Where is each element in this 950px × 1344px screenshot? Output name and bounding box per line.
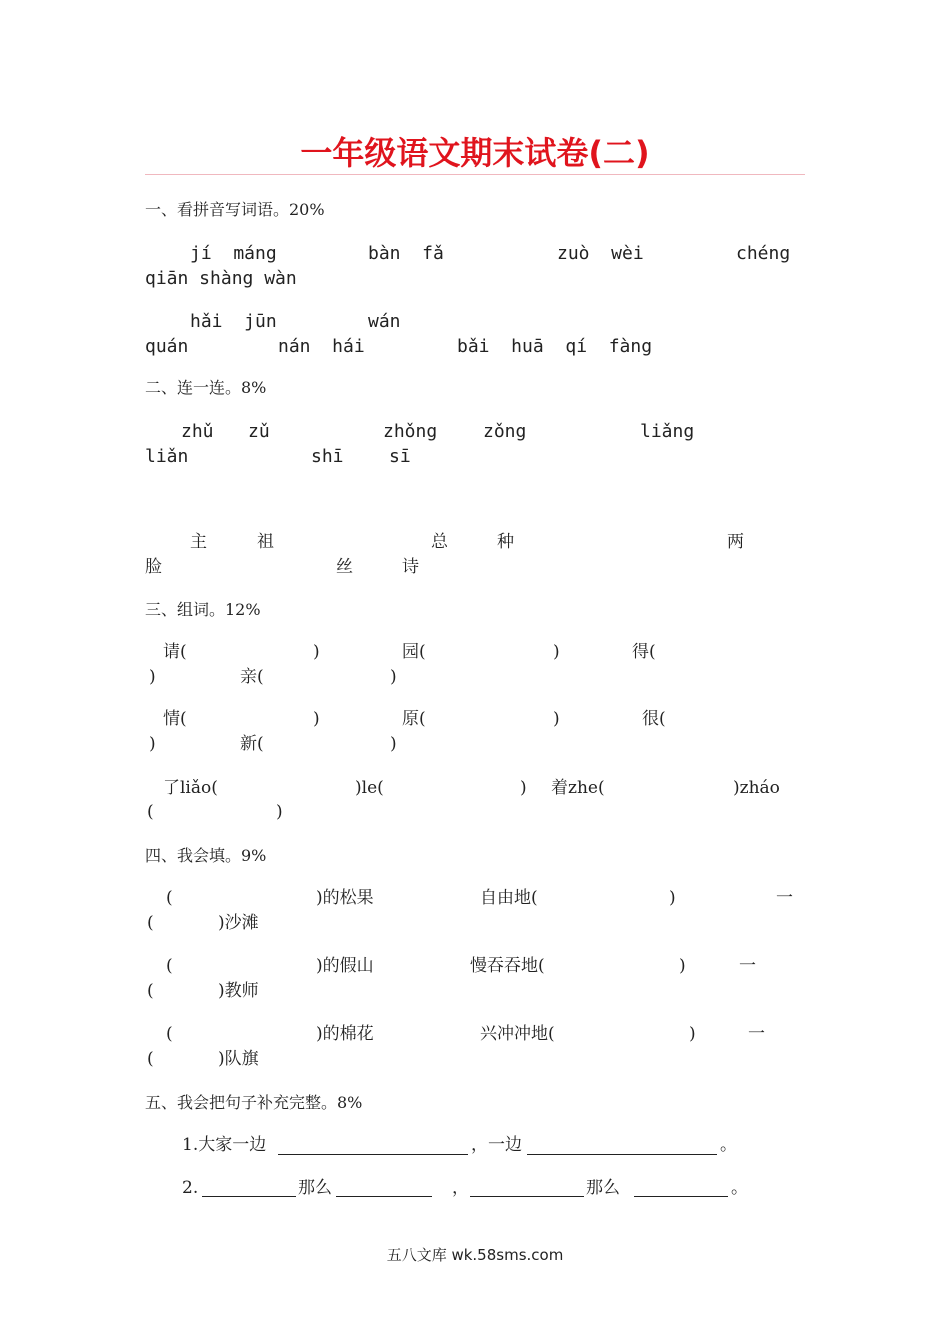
fill-phrase: 一 (739, 956, 756, 976)
fill-phrase: )的假山 (316, 956, 374, 976)
character-item: 两 (727, 532, 744, 552)
word-blank[interactable]: 园( (402, 642, 426, 662)
section1-heading: 一、看拼音写词语。20% (145, 200, 325, 219)
pinyin-item: quán (145, 336, 189, 357)
word-blank[interactable]: )zháo (733, 778, 780, 798)
sentence-text: 。 (731, 1178, 748, 1198)
sentence-text: 。 (720, 1135, 737, 1155)
character-item: 主 (190, 532, 207, 552)
sentence-text: ，一边 (471, 1135, 522, 1155)
sentence-blank[interactable] (336, 1196, 432, 1197)
word-blank[interactable]: 很( (642, 709, 666, 729)
sentence-blank[interactable] (202, 1196, 296, 1197)
pinyin-item: zǔ (248, 421, 270, 442)
sentence-text: 那么 (298, 1178, 332, 1198)
pinyin-item: zǒng (483, 421, 527, 442)
fill-phrase: 一 (748, 1024, 765, 1044)
fill-blank[interactable]: 兴冲冲地( (480, 1024, 555, 1044)
footer-watermark: 五八文库 wk.58sms.com (386, 1246, 564, 1264)
paren-close: ) (520, 778, 527, 798)
pinyin-item: zhǒng (383, 421, 438, 442)
paren-close: ) (553, 709, 560, 729)
pinyin-item: chéng (736, 243, 791, 264)
character-item: 丝 (336, 557, 353, 577)
word-blank[interactable]: 请( (163, 642, 187, 662)
character-item: 祖 (257, 532, 274, 552)
title-divider (145, 174, 805, 175)
fill-blank[interactable]: ( (147, 981, 154, 1001)
paren-close: ) (149, 734, 156, 754)
sentence-blank[interactable] (527, 1154, 717, 1155)
pinyin-item: zhǔ (181, 421, 214, 442)
pinyin-item: nán hái (278, 336, 365, 357)
section5-heading: 五、我会把句子补充完整。8% (145, 1093, 363, 1112)
pinyin-item: liǎn (145, 446, 189, 467)
character-item: 总 (431, 532, 448, 552)
paren-close: ) (313, 709, 320, 729)
paren-close: ) (689, 1024, 696, 1044)
sentence-blank[interactable] (470, 1196, 584, 1197)
fill-phrase: )队旗 (218, 1049, 259, 1069)
sentence-text: 那么 (586, 1178, 620, 1198)
sentence-text: 1.大家一边 (182, 1135, 267, 1155)
character-item: 脸 (145, 557, 162, 577)
pinyin-item: bǎi huā qí fàng (457, 336, 653, 357)
paren-close: ) (149, 667, 156, 687)
word-blank[interactable]: 原( (402, 709, 426, 729)
sentence-blank[interactable] (278, 1154, 468, 1155)
fill-phrase: 一 (776, 888, 793, 908)
pinyin-item: liǎng (640, 421, 695, 442)
sentence-blank[interactable] (634, 1196, 728, 1197)
character-item: 种 (497, 532, 514, 552)
sentence-text: 2. (182, 1178, 199, 1198)
fill-blank[interactable]: ( (147, 1049, 154, 1069)
paren-close: ) (669, 888, 676, 908)
fill-phrase: )沙滩 (218, 913, 259, 933)
sentence-text: ， (452, 1178, 469, 1198)
fill-phrase: )的棉花 (316, 1024, 374, 1044)
section2-heading: 二、连一连。8% (145, 378, 267, 397)
pinyin-item: sī (389, 446, 411, 467)
fill-phrase: )的松果 (316, 888, 374, 908)
section4-heading: 四、我会填。9% (145, 846, 267, 865)
paren-close: ) (390, 734, 397, 754)
pinyin-item: jí máng (190, 243, 277, 264)
pinyin-item: bàn fǎ (368, 243, 444, 264)
word-blank[interactable]: 了liǎo( (163, 778, 218, 798)
fill-blank[interactable]: ( (147, 913, 154, 933)
word-blank[interactable]: 着zhe( (551, 778, 605, 798)
paren-close: ) (276, 802, 283, 822)
paren-open: ( (147, 802, 154, 822)
paren-close: ) (553, 642, 560, 662)
paren-close: ) (390, 667, 397, 687)
section3-heading: 三、组词。12% (145, 600, 261, 619)
fill-blank[interactable]: 慢吞吞地( (470, 956, 545, 976)
pinyin-item: qiān shàng wàn (145, 268, 297, 289)
fill-blank[interactable]: ( (166, 956, 173, 976)
pinyin-item: zuò wèi (557, 243, 644, 264)
paren-close: ) (313, 642, 320, 662)
pinyin-item: hǎi jūn (190, 311, 277, 332)
word-blank[interactable]: 新( (240, 734, 264, 754)
fill-blank[interactable]: ( (166, 1024, 173, 1044)
page-title: 一年级语文期末试卷(二) (300, 134, 650, 172)
word-blank[interactable]: 亲( (240, 667, 264, 687)
pinyin-item: shī (311, 446, 344, 467)
word-blank[interactable]: 情( (163, 709, 187, 729)
word-blank[interactable]: 得( (632, 642, 656, 662)
pinyin-item: wán (368, 311, 401, 332)
fill-phrase: )教师 (218, 981, 259, 1001)
word-blank[interactable]: )le( (355, 778, 384, 798)
character-item: 诗 (402, 557, 419, 577)
paren-close: ) (679, 956, 686, 976)
fill-blank[interactable]: 自由地( (480, 888, 538, 908)
fill-blank[interactable]: ( (166, 888, 173, 908)
